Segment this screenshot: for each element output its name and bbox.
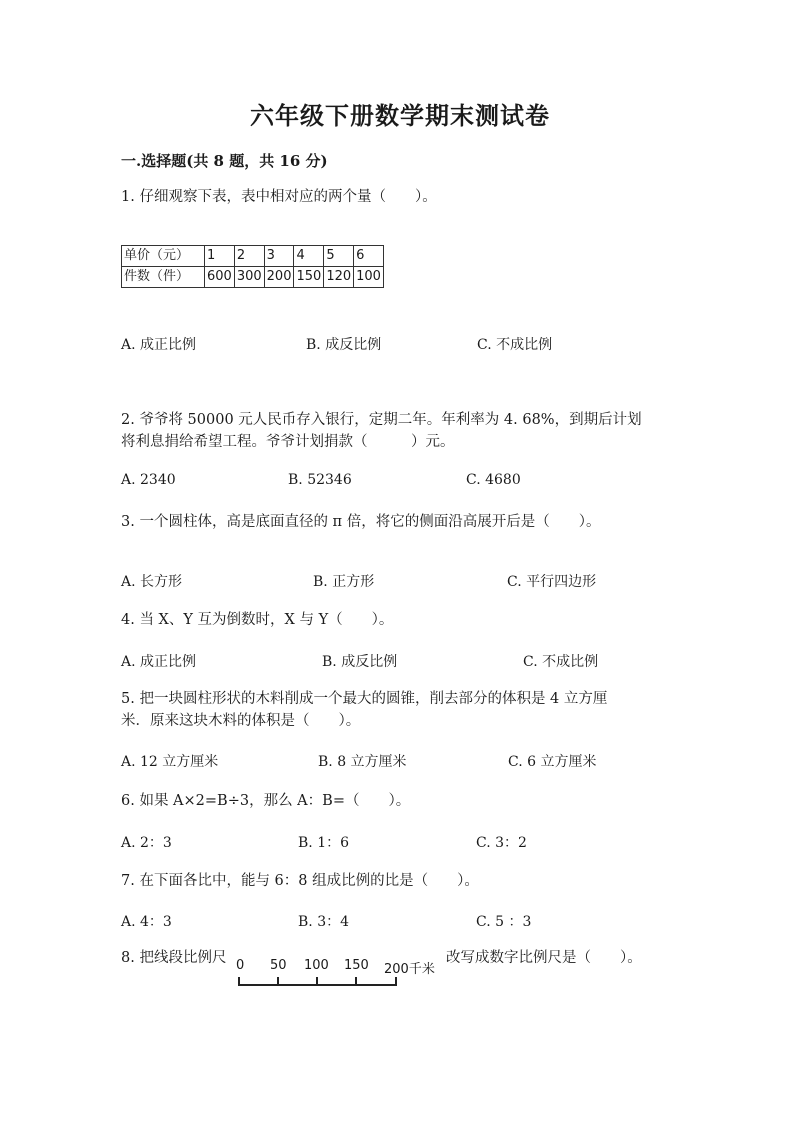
question-4-text: 4. 当 X、Y 互为倒数时，X 与 Y（ ）。: [121, 612, 394, 628]
question-8-text-before: 8. 把线段比例尺: [121, 950, 227, 966]
table-cell: 3: [264, 246, 294, 267]
question-5-text-line2: 米．原来这块木料的体积是（ ）。: [121, 713, 361, 729]
question-2-option-b: B. 52346: [288, 472, 352, 488]
question-6-option-c: C. 3：2: [476, 835, 527, 851]
question-3-option-c: C. 平行四边形: [507, 574, 597, 590]
question-6-option-b: B. 1：6: [298, 835, 350, 851]
question-6-text: 6. 如果 A×2=B÷3，那么 A：B=（ ）。: [121, 793, 411, 809]
scale-label-50: 50: [270, 958, 287, 973]
question-1-text: 1. 仔细观察下表，表中相对应的两个量（ ）。: [121, 189, 437, 205]
question-1-table: [121, 245, 384, 288]
table-row: [122, 246, 384, 267]
table-row-header: 件数（件）: [122, 267, 205, 288]
question-4-option-b: B. 成反比例: [322, 654, 398, 670]
question-2-option-c: C. 4680: [466, 472, 521, 488]
table-cell: 5: [324, 246, 354, 267]
scale-label-200: 200千米: [384, 962, 435, 977]
table-row: [122, 267, 384, 288]
table-cell: 1: [205, 246, 235, 267]
page-title: 六年级下册数学期末测试卷: [250, 101, 550, 130]
question-2-text-line2: 将利息捐给希望工程。爷爷计划捐款（ ）元。: [121, 434, 455, 450]
question-5-option-b: B. 8 立方厘米: [318, 754, 407, 770]
question-7-option-c: C. 5 ：3: [476, 914, 532, 930]
scale-label-100: 100: [304, 958, 329, 973]
table-cell: 300: [234, 267, 264, 288]
question-6-option-a: A. 2：3: [121, 835, 172, 851]
question-7-option-a: A. 4：3: [121, 914, 172, 930]
table-cell: 100: [354, 267, 384, 288]
question-3-option-a: A. 长方形: [121, 574, 183, 590]
question-5-option-c: C. 6 立方厘米: [508, 754, 597, 770]
question-3-text: 3. 一个圆柱体，高是底面直径的 π 倍，将它的侧面沿高展开后是（ ）。: [121, 514, 601, 530]
table-cell: 4: [294, 246, 324, 267]
table-cell: 150: [294, 267, 324, 288]
question-4-option-c: C. 不成比例: [523, 654, 599, 670]
question-2-text-line1: 2. 爷爷将 50000 元人民币存入银行，定期二年。年利率为 4. 68%，到期后计划: [121, 412, 642, 428]
table-cell: 200: [264, 267, 294, 288]
question-1-option-c: C. 不成比例: [477, 337, 553, 353]
question-1-option-b: B. 成反比例: [306, 337, 382, 353]
question-4-option-a: A. 成正比例: [121, 654, 197, 670]
section-heading: 一.选择题(共 8 题，共 16 分): [121, 152, 328, 170]
table-cell: 6: [354, 246, 384, 267]
scale-ruler: [236, 975, 406, 989]
question-2-option-a: A. 2340: [121, 472, 176, 488]
table-cell: 120: [324, 267, 354, 288]
question-5-option-a: A. 12 立方厘米: [121, 754, 219, 770]
question-3-option-b: B. 正方形: [313, 574, 375, 590]
question-7-option-b: B. 3：4: [298, 914, 350, 930]
question-5-text-line1: 5. 把一块圆柱形状的木料削成一个最大的圆锥，削去部分的体积是 4 立方厘: [121, 691, 608, 707]
scale-label-0: 0: [236, 958, 245, 973]
table-row-header: 单价（元）: [122, 246, 205, 267]
table-cell: 600: [205, 267, 235, 288]
question-7-text: 7. 在下面各比中，能与 6：8 组成比例的比是（ ）。: [121, 873, 479, 889]
question-1-option-a: A. 成正比例: [121, 337, 197, 353]
table-cell: 2: [234, 246, 264, 267]
question-8-text-after: 改写成数字比例尺是（ ）。: [446, 950, 642, 966]
line-scale-bar: [236, 955, 446, 995]
scale-label-150: 150: [344, 958, 369, 973]
